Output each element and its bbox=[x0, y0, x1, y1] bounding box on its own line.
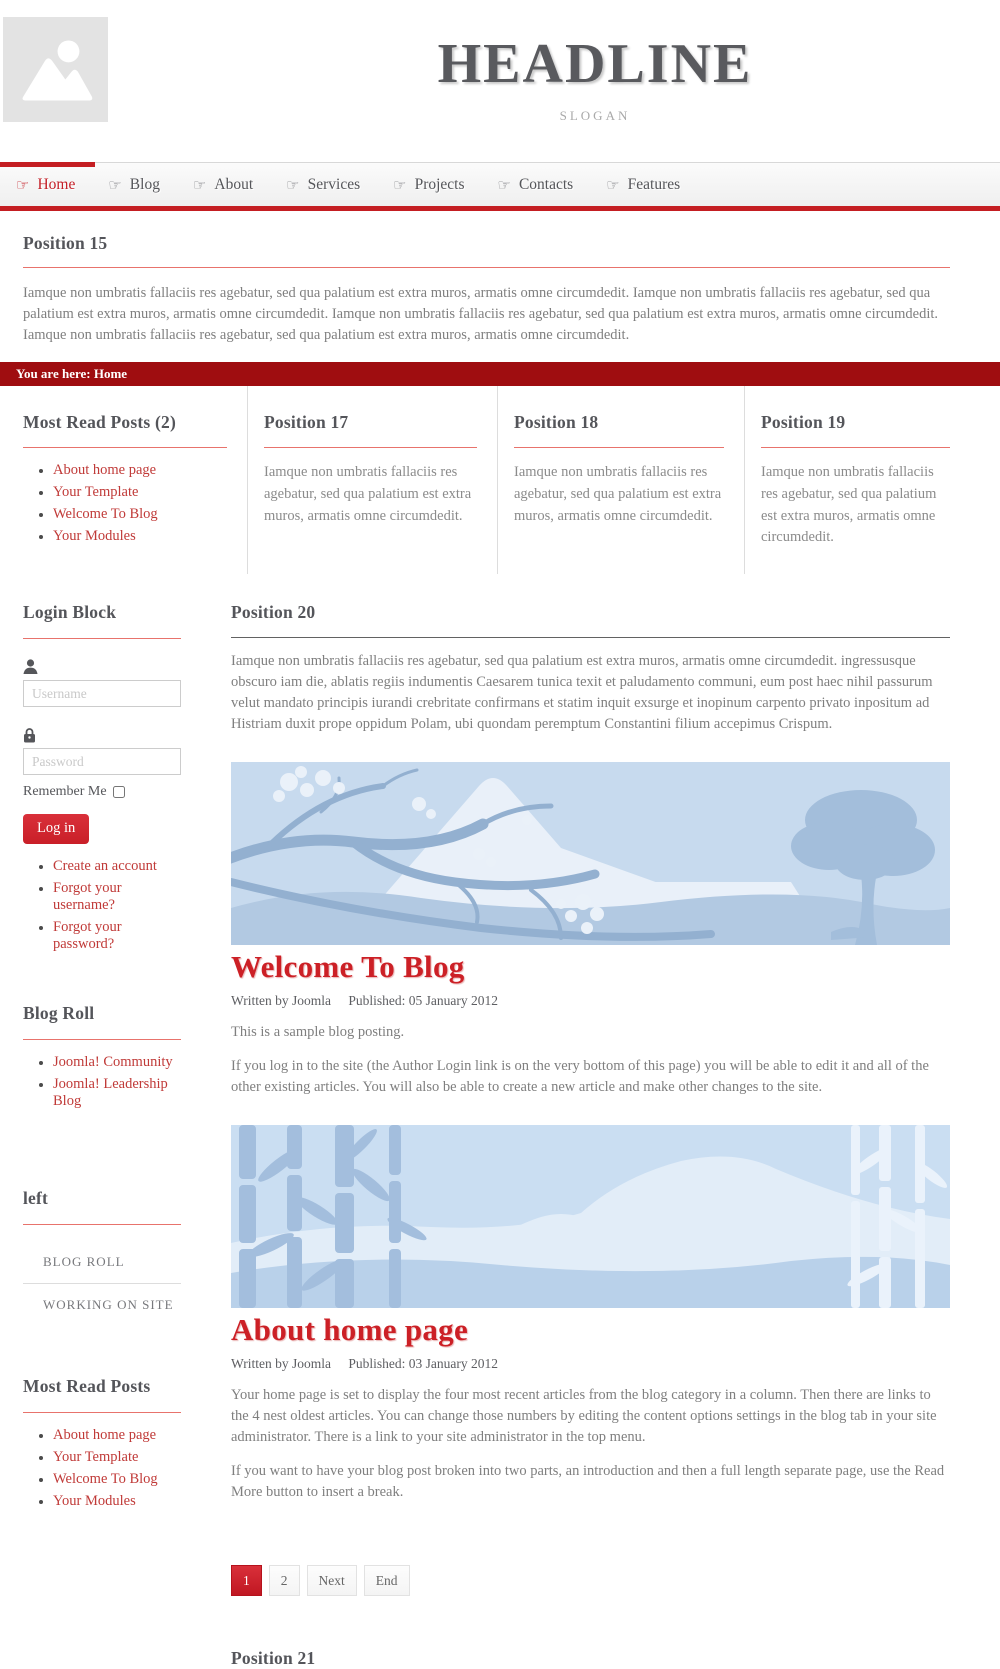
forgot-username-link[interactable]: Forgot your username? bbox=[53, 880, 122, 914]
divider bbox=[761, 447, 950, 448]
person-icon bbox=[23, 659, 181, 675]
divider bbox=[23, 447, 227, 448]
module-title: Position 18 bbox=[514, 412, 599, 433]
pagination bbox=[231, 1565, 950, 1596]
list-item bbox=[53, 1427, 181, 1444]
position-20-title: Position 20 bbox=[231, 602, 316, 623]
module-title: Position 17 bbox=[264, 412, 349, 433]
link-your-template[interactable]: Your Template bbox=[53, 1449, 139, 1466]
article-meta bbox=[231, 1356, 950, 1372]
module-text: Iamque non umbratis fallaciis res agebatur, sed qua palatium est extra muros, armatis omne circumdedit. bbox=[264, 464, 472, 524]
pointing-hand-icon: ☞ bbox=[192, 175, 207, 194]
lock-icon bbox=[23, 727, 181, 743]
pagination-page-2[interactable]: 2 bbox=[269, 1565, 300, 1596]
blog-roll-module bbox=[23, 1003, 181, 1110]
module-title: Most Read Posts (2) bbox=[23, 412, 177, 433]
most-read-posts-module bbox=[23, 386, 247, 574]
module-text: Iamque non umbratis fallaciis res agebatur, sed qua palatium est extra muros, armatis omne circumdedit. bbox=[514, 464, 722, 524]
list-item bbox=[53, 462, 227, 479]
module-title: Position 19 bbox=[761, 412, 846, 433]
divider bbox=[264, 447, 477, 448]
article-title[interactable]: About home page bbox=[231, 1312, 469, 1348]
pointing-hand-icon: ☞ bbox=[606, 175, 620, 194]
pagination-page-1[interactable]: 1 bbox=[231, 1565, 262, 1596]
link-welcome-to-blog[interactable]: Welcome To Blog bbox=[53, 506, 158, 523]
login-button[interactable]: Log in bbox=[23, 814, 89, 844]
blog-roll-title: Blog Roll bbox=[23, 1003, 95, 1024]
most-read-posts-sidebar-module bbox=[23, 1376, 181, 1510]
position-20-module bbox=[231, 602, 950, 735]
site-logo[interactable] bbox=[3, 17, 108, 122]
username-input[interactable] bbox=[23, 680, 181, 707]
breadcrumb-text: You are here: Home bbox=[16, 366, 128, 382]
link-about-home-page[interactable]: About home page bbox=[53, 462, 157, 479]
pointing-hand-icon: ☞ bbox=[286, 175, 300, 194]
menu-item-working-on-site[interactable]: WORKING ON SITE bbox=[23, 1283, 181, 1326]
site-slogan: SLOGAN bbox=[559, 108, 631, 123]
breadcrumb bbox=[0, 362, 1000, 386]
article-paragraph: If you want to have your blog post broken into two parts, an introduction and then a full length separate page, use the Read More button to insert a break. bbox=[231, 1463, 945, 1501]
divider bbox=[23, 1224, 181, 1225]
written-by: Written by Joomla bbox=[231, 993, 331, 1009]
article-meta bbox=[231, 993, 950, 1009]
article-paragraph: If you log in to the site (the Author Login link is on the very bottom of this page) you will be able to edit it and all of the other existing articles. You will also be able to create a new article and make other changes to the site. bbox=[231, 1058, 929, 1096]
login-block-title: Login Block bbox=[23, 602, 117, 623]
main-content bbox=[231, 602, 950, 1669]
nav-item-blog[interactable]: ☞ Blog bbox=[108, 175, 160, 194]
article-about-home-page bbox=[231, 1125, 950, 1503]
list-item bbox=[53, 858, 181, 875]
link-about-home-page[interactable]: About home page bbox=[53, 1427, 157, 1444]
list-item bbox=[53, 919, 181, 953]
pointing-hand-icon: ☞ bbox=[16, 175, 30, 194]
nav-item-about[interactable]: ☞ About bbox=[192, 175, 254, 194]
pagination-next-button[interactable]: Next bbox=[307, 1565, 357, 1596]
divider bbox=[23, 1039, 181, 1040]
divider bbox=[231, 637, 950, 638]
main-menu bbox=[0, 162, 1000, 211]
link-your-modules[interactable]: Your Modules bbox=[53, 528, 136, 545]
left-menu-title: left bbox=[23, 1188, 49, 1209]
link-your-modules[interactable]: Your Modules bbox=[53, 1493, 136, 1510]
article-paragraph: Your home page is set to display the four most recent articles from the blog category in a column. Then there are links to the 4 nest oldest articles. You can change those numbers by editing the content options settings in the blog tab in your site administrator. There is a link to your site administrator in the top menu. bbox=[231, 1387, 937, 1446]
list-item bbox=[53, 1076, 181, 1110]
bamboo-mountain-banner-image bbox=[231, 1125, 950, 1308]
position-21-title: Position 21 bbox=[231, 1648, 316, 1669]
written-by: Written by Joomla bbox=[231, 1356, 331, 1372]
left-menu-module bbox=[23, 1188, 181, 1326]
list-item bbox=[53, 1054, 181, 1071]
list-item bbox=[53, 506, 227, 523]
position-15-text: Iamque non umbratis fallaciis res agebatur, sed qua palatium est extra muros, armatis omne circumdedit. Iamque non umbratis fallaciis res agebatur, sed qua palatium est extra muros, armatis omne circumdedit. Iamque non umbratis fallaciis res agebatur, sed qua palatium est extra muros, armatis omne circumdedit. Iamque non umbratis fallaciis res agebatur, sed qua palatium est extra muros, armatis omne circumdedit. bbox=[23, 285, 939, 344]
pointing-hand-icon: ☞ bbox=[497, 175, 511, 194]
list-item bbox=[53, 484, 227, 501]
list-item bbox=[53, 1471, 181, 1488]
published-date: Published: 03 January 2012 bbox=[348, 1356, 498, 1372]
image-placeholder-icon bbox=[17, 28, 95, 111]
position-15-title: Position 15 bbox=[23, 233, 108, 253]
position-15-module bbox=[0, 211, 1000, 346]
position-19-module bbox=[744, 386, 970, 574]
forgot-password-link[interactable]: Forgot your password? bbox=[53, 919, 122, 953]
login-block-module bbox=[23, 602, 181, 953]
article-welcome-to-blog bbox=[231, 762, 950, 1098]
list-item bbox=[53, 880, 181, 914]
article-paragraph: This is a sample blog posting. bbox=[231, 1024, 405, 1041]
remember-me-label: Remember Me bbox=[23, 784, 107, 800]
nav-item-contacts[interactable]: ☞ Contacts bbox=[497, 175, 574, 194]
fuji-cherry-blossom-banner-image bbox=[231, 762, 950, 945]
divider bbox=[23, 638, 181, 639]
pointing-hand-icon: ☞ bbox=[393, 175, 407, 194]
pointing-hand-icon: ☞ bbox=[108, 175, 122, 194]
divider bbox=[23, 267, 950, 268]
link-your-template[interactable]: Your Template bbox=[53, 484, 139, 501]
nav-item-services[interactable]: ☞ Services bbox=[286, 175, 361, 194]
menu-item-blog-roll[interactable]: BLOG ROLL bbox=[43, 1254, 125, 1270]
top-modules-row bbox=[0, 386, 1000, 574]
password-input[interactable] bbox=[23, 748, 181, 775]
list-item bbox=[53, 528, 227, 545]
most-read-title: Most Read Posts bbox=[23, 1376, 151, 1397]
divider bbox=[23, 1412, 181, 1413]
list-item bbox=[53, 1449, 181, 1466]
module-text: Iamque non umbratis fallaciis res agebatur, sed qua palatium est extra muros, armatis omne circumdedit. bbox=[761, 464, 937, 546]
list-item bbox=[53, 1493, 181, 1510]
position-20-text: Iamque non umbratis fallaciis res agebatur, sed qua palatium est extra muros, armatis omne circumdedit. ingressusque obscuro iam die, ablatis regiis indumentis Caesarem tunica texit et paludamento communi, eum post haec nihil passurum velut mandato principis iurandi crebritate confirmans et statim inquit exsurge et inopinum carpento privato inpositum ad Histriam duxit prope oppidum Polam, ubi quondam peremptum Constantini filium accepimus Crispum. bbox=[231, 653, 933, 733]
published-date: Published: 05 January 2012 bbox=[348, 993, 498, 1009]
divider bbox=[514, 447, 724, 448]
nav-item-features[interactable]: ☞ Features bbox=[606, 175, 681, 194]
page-header bbox=[0, 0, 1000, 162]
nav-item-home[interactable]: ☞ Home bbox=[16, 175, 76, 194]
pagination-end-button[interactable]: End bbox=[364, 1565, 410, 1596]
nav-item-projects[interactable]: ☞ Projects bbox=[393, 175, 465, 194]
link-welcome-to-blog[interactable]: Welcome To Blog bbox=[53, 1471, 158, 1488]
article-title[interactable]: Welcome To Blog bbox=[231, 949, 465, 985]
remember-me-checkbox[interactable] bbox=[113, 786, 125, 798]
page-title: HEADLINE bbox=[437, 33, 753, 95]
create-account-link[interactable]: Create an account bbox=[53, 858, 157, 875]
joomla-leadership-link[interactable]: Joomla! Leadership Blog bbox=[53, 1076, 168, 1110]
joomla-community-link[interactable]: Joomla! Community bbox=[53, 1054, 173, 1071]
left-sidebar bbox=[23, 602, 181, 1669]
position-18-module bbox=[497, 386, 744, 574]
position-17-module bbox=[247, 386, 497, 574]
